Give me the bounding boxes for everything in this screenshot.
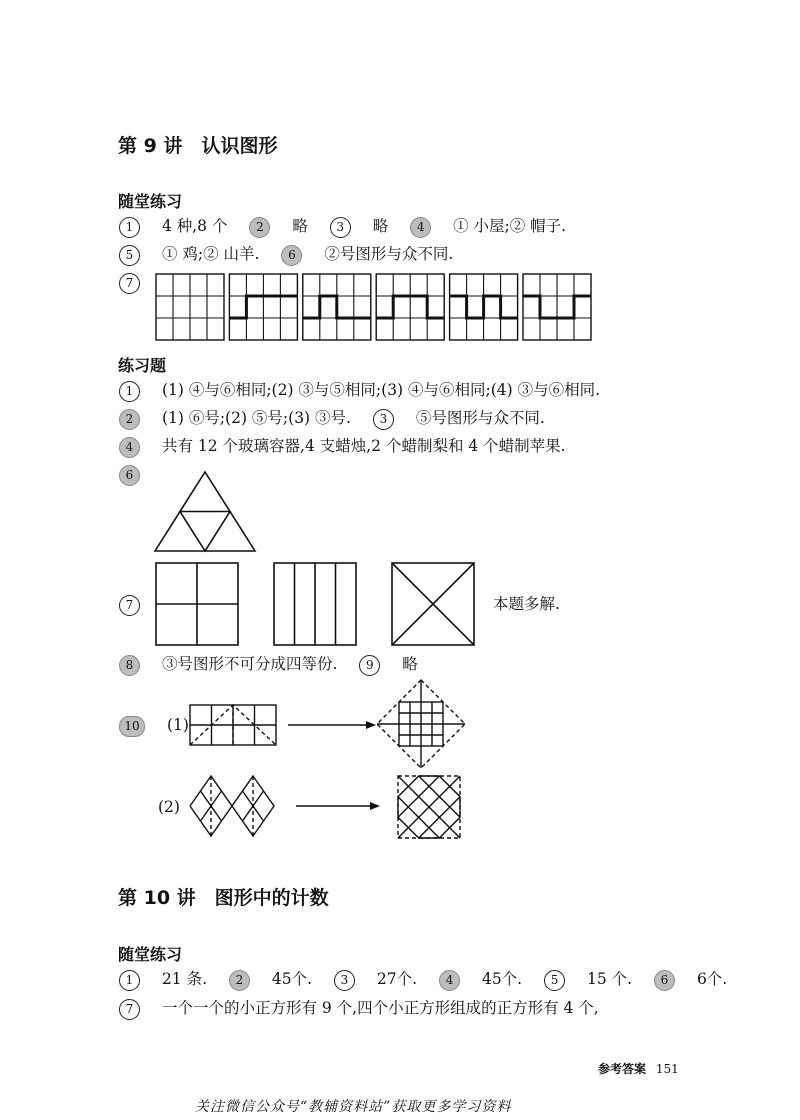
answer-text: 略 <box>372 217 389 235</box>
answer-text: 一个一个的小正方形有 9 个,四个小正方形组成的正方形有 4 个, <box>161 999 599 1017</box>
answer-text: 6个. <box>696 970 728 988</box>
q-number: 6 <box>119 465 140 486</box>
answer-text: ① 鸡;② 山羊. <box>161 245 260 263</box>
answer-text: 21 条. <box>161 970 208 988</box>
q-number: 4 <box>439 970 460 991</box>
answer-text: 45个. <box>271 970 313 988</box>
section-10-row-1 <box>116 967 727 991</box>
footer-label: 参考答案 <box>598 1062 647 1076</box>
q-number: 3 <box>373 409 394 430</box>
answer-text: ⑤号图形与众不同. <box>415 409 545 427</box>
answer-text: (1) ④与⑥相同;(2) ③与⑤相同;(3) ④与⑥相同;(4) ③与⑥相同. <box>161 381 601 399</box>
q-number: 2 <box>119 409 140 430</box>
section-10-class-practice-heading: 随堂练习 <box>118 945 183 964</box>
answer-text: 45个. <box>481 970 523 988</box>
q-number: 5 <box>119 245 140 266</box>
answer-text: ③号图形不可分成四等份. <box>161 655 338 673</box>
q-number: 7 <box>119 595 140 616</box>
q-number: 7 <box>119 999 140 1020</box>
section-10-row-2 <box>116 996 599 1020</box>
q-number: 1 <box>119 381 140 402</box>
section-9-class-practice-heading: 随堂练习 <box>118 192 183 211</box>
q-number: 8 <box>119 655 140 676</box>
q-number: 7 <box>119 273 140 294</box>
q-number: 4 <box>119 437 140 458</box>
answer-text: 15 个. <box>586 970 633 988</box>
answer-text: (1) ⑥号;(2) ⑤号;(3) ③号. <box>161 409 351 427</box>
q-number: 3 <box>334 970 355 991</box>
answer-text: ① 小屋;② 帽子. <box>453 217 567 235</box>
answer-text: ②号图形与众不同. <box>324 245 454 263</box>
answer-text: 共有 12 个玻璃容器,4 支蜡烛,2 个蜡制梨和 4 个蜡制苹果. <box>161 437 566 455</box>
part-label: (1) <box>166 716 189 734</box>
q-number: 9 <box>359 655 380 676</box>
q-number: 1 <box>119 970 140 991</box>
section-9-title: 第 9 讲 认识图形 <box>118 135 278 157</box>
answer-text: 略 <box>402 655 418 673</box>
section-9-exercises-heading: 练习题 <box>118 356 167 375</box>
q-number: 5 <box>544 970 565 991</box>
q-number: 1 <box>119 217 140 238</box>
multiple-solutions-note: 本题多解. <box>493 595 560 613</box>
q-number: 10 <box>119 716 145 737</box>
q-number: 2 <box>229 970 250 991</box>
q-number: 6 <box>281 245 302 266</box>
answer-text: 4 种,8 个 <box>161 217 228 235</box>
answer-text: 略 <box>292 217 308 235</box>
q-number: 3 <box>330 217 351 238</box>
section-10-title: 第 10 讲 图形中的计数 <box>118 887 329 909</box>
answer-text: 27个. <box>376 970 418 988</box>
watermark-text: 关注微信公众号“教辅资料站”获取更多学习资料 <box>195 1099 512 1115</box>
exercise-10-part-2-label: (2) <box>158 798 180 816</box>
q-number: 4 <box>410 217 431 238</box>
page-footer <box>598 1060 679 1077</box>
q-number: 6 <box>654 970 675 991</box>
q-number: 2 <box>249 217 270 238</box>
page-number: 151 <box>655 1062 679 1076</box>
